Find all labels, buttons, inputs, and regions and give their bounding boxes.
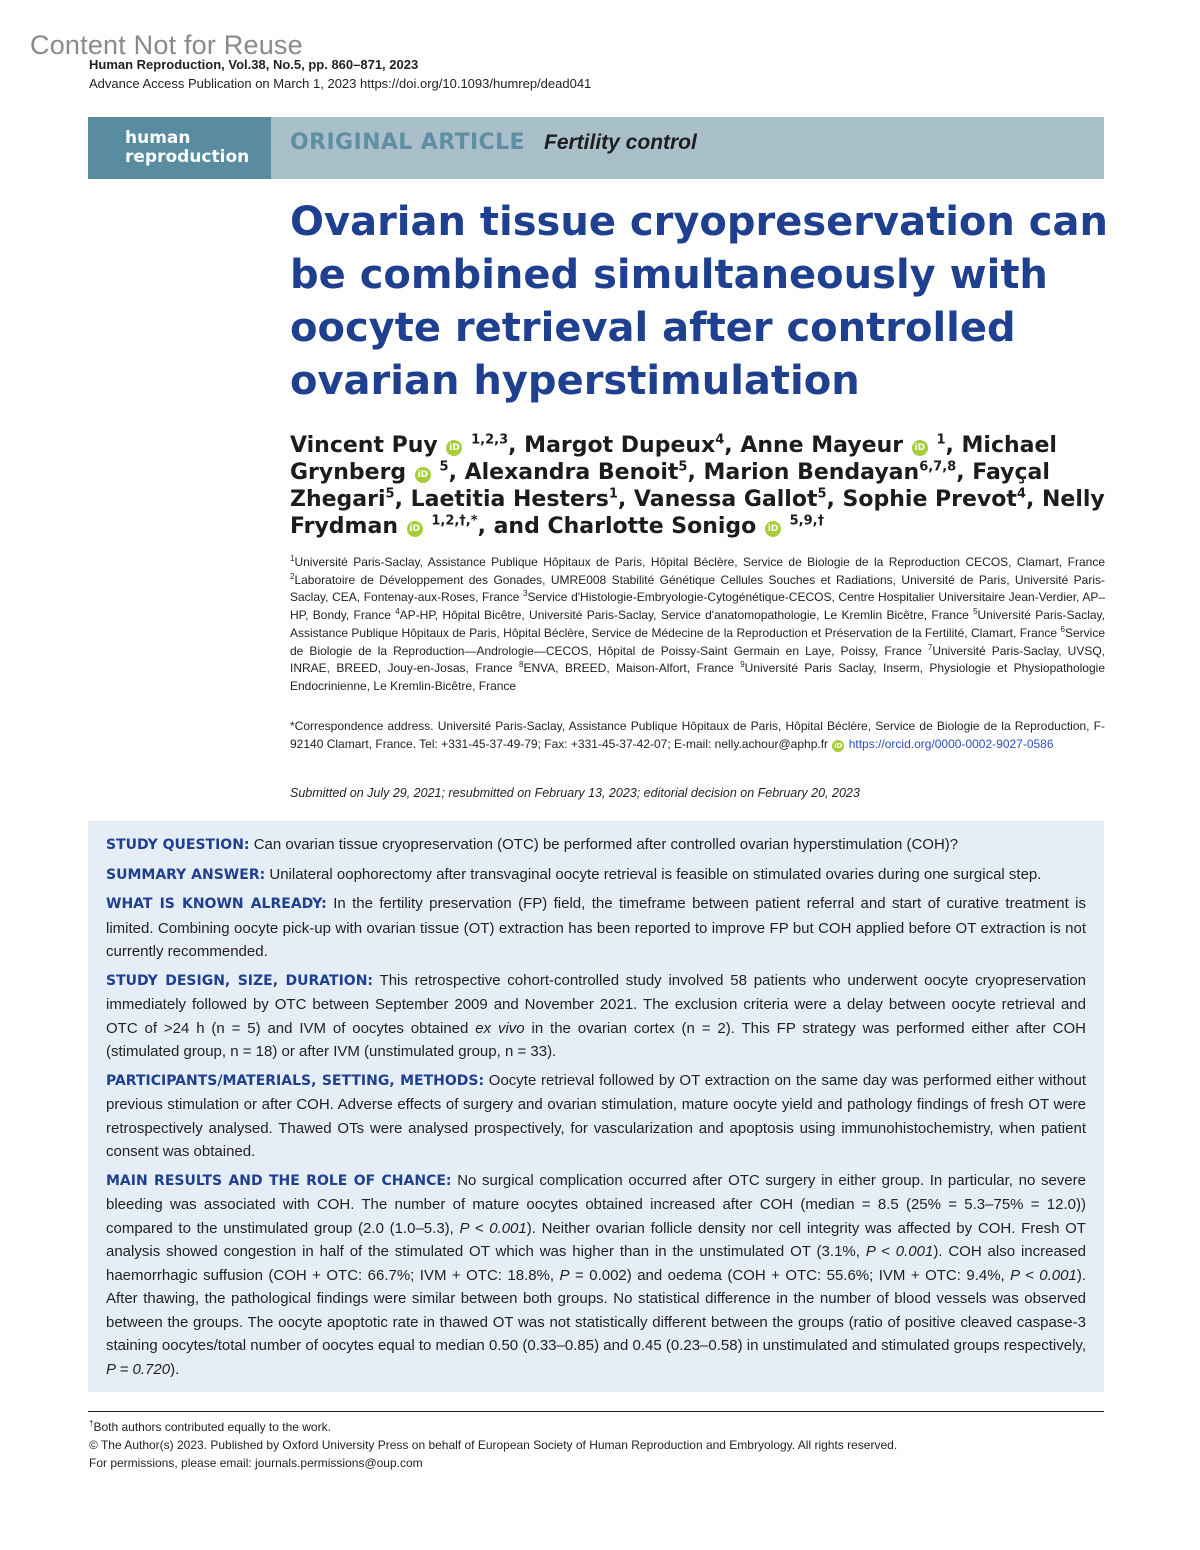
section-heading: WHAT IS KNOWN ALREADY: — [106, 896, 327, 912]
section-heading: MAIN RESULTS AND THE ROLE OF CHANCE: — [106, 1172, 452, 1189]
equal-contribution-note — [89, 1418, 897, 1436]
affiliation-number: 9 — [740, 660, 745, 670]
abstract-main-results — [106, 1169, 1086, 1382]
author-separator: , — [617, 487, 634, 512]
footnotes — [89, 1418, 897, 1472]
section-text: ). — [170, 1360, 180, 1378]
abstract-summary-answer — [106, 863, 1086, 888]
correspondence-address — [290, 718, 1105, 753]
article-banner — [88, 117, 1104, 179]
author-separator: , — [1025, 487, 1042, 512]
advance-access-line: Advance Access Publication on March 1, 2023 https://doi.org/10.1093/humrep/dead041 — [89, 76, 592, 91]
affiliation-text: Service de Biologie de la Reproduction—Andrologie—CECOS, Hôpital de Poissy-Saint Germain en Laye, Poissy, France — [290, 625, 1106, 658]
dagger-mark: † — [89, 1419, 94, 1428]
logo-line-2: reproduction — [125, 147, 250, 167]
author-name[interactable]: Fayçal Zhegari — [290, 460, 1050, 512]
correspondence-text: *Correspondence address. Université Paris-Saclay, Assistance Publique Hôpitaux de Paris, Hôpital Béclère, Service de Biologie de la Reproduction, F-92140 Clamart, France. Tel: +331-45-37-49-79; Fax: +331-45-37-42-07; E-mail: nelly.achour@aphp.fr — [290, 719, 1105, 751]
author-affiliation-marks: 5 — [439, 459, 449, 475]
abstract-what-is-known — [106, 892, 1086, 964]
orcid-icon[interactable]: iD — [415, 467, 431, 483]
abstract-study-question — [106, 833, 1086, 858]
author-affiliation-marks: 1 — [936, 432, 946, 448]
abstract-participants-methods — [106, 1069, 1086, 1164]
author-affiliation-marks: 4 — [715, 432, 725, 448]
orcid-icon[interactable]: iD — [765, 521, 781, 537]
section-text: = 0.002) and oedema (COH + OTC: 55.6%; IVM + OTC: 9.4%, — [575, 1266, 1005, 1284]
watermark: Content Not for Reuse — [30, 30, 303, 60]
author-name[interactable]: Margot Dupeux — [524, 433, 716, 458]
footnote-divider — [88, 1411, 1104, 1412]
author-name[interactable]: Vanessa Gallot — [633, 487, 818, 512]
section-heading: STUDY QUESTION: — [106, 837, 250, 853]
p-value: P < 0.001 — [865, 1243, 934, 1260]
p-value: P = 0.720 — [106, 1360, 171, 1378]
affiliations — [290, 554, 1105, 696]
author-affiliation-marks: 5,9,† — [789, 513, 825, 529]
author-separator: , — [956, 460, 973, 485]
affiliation-number: 3 — [523, 589, 528, 599]
author-name[interactable]: Marion Bendayan — [703, 460, 920, 485]
affiliation-number: 7 — [927, 642, 933, 652]
author-affiliation-marks: 6,7,8 — [919, 459, 957, 475]
section-text-italic: ex vivo — [475, 1019, 525, 1037]
affiliation-text: Université Paris-Saclay, UVSQ, INRAE, BREED, Jouy-en-Josas, France — [290, 643, 1106, 676]
submission-dates: Submitted on July 29, 2021; resubmitted on February 13, 2023; editorial decision on February 20, 2023 — [290, 786, 860, 800]
section-text: Unilateral oophorectomy after transvaginal oocyte retrieval is feasible on stimulated ovaries during one surgical step. — [269, 865, 1042, 883]
author-affiliation-marks: 5 — [678, 459, 688, 475]
author-affiliation-marks: 1 — [608, 486, 618, 502]
author-list — [290, 432, 1120, 540]
author-name[interactable]: Nelly Frydman — [290, 487, 1105, 539]
author-separator: , — [394, 487, 411, 512]
author-separator: , — [448, 460, 465, 485]
affiliation-number: 6 — [1060, 624, 1065, 634]
affiliation-text: Université Paris Saclay, Inserm, Physiologie et Physiopathologie Endocrinienne, Le Kremlin-Bicêtre, France — [290, 661, 1105, 693]
author-affiliation-marks: 1,2,3 — [471, 432, 509, 448]
abstract-study-design — [106, 969, 1086, 1064]
author-name[interactable]: Vincent Puy — [290, 433, 438, 458]
author-separator: , — [826, 487, 843, 512]
section-text: This retrospective cohort-controlled study involved 58 patients who underwent oocyte cryopreservation immediately followed by OTC between September 2009 and November 2021. The exclusion criteria were a delay between oocyte retrieval and OTC of >24 h (n = 5) and IVM of oocytes obtained — [106, 971, 1087, 1037]
affiliation-text: Service d'Histologie-Embryologie-Cytogénétique-CECOS, Centre Hospitalier Universitaire Jean-Verdier, AP–HP, Bondy, France — [290, 590, 1105, 623]
affiliation-number: 5 — [973, 607, 978, 617]
journal-citation: Human Reproduction, Vol.38, No.5, pp. 860–871, 2023 — [89, 57, 419, 72]
author-separator: , — [687, 460, 704, 485]
section-text: in the ovarian cortex (n = 2). This FP strategy was performed either after COH (stimulated group, n = 18) or after IVM (unstimulated group, n = 33). — [106, 1019, 1087, 1060]
affiliation-text: ENVA, BREED, Maison-Alfort, France — [523, 661, 734, 676]
author-name[interactable]: Charlotte Sonigo — [547, 514, 757, 539]
logo-line-1: human — [125, 128, 191, 148]
orcid-icon[interactable]: iD — [446, 440, 462, 456]
section-text: No surgical complication occurred after OTC surgery in either group. In particular, no severe bleeding was associated with COH. The number of mature oocytes obtained increased after COH (median = 8.5 (25% = 5.3–75% = 12.0)) compared to the unstimulated group (2.0 (1.0–5.3), — [106, 1171, 1086, 1237]
orcid-link[interactable]: https://orcid.org/0000-0002-9027-0586 — [848, 736, 1054, 751]
affiliation-number: 2 — [290, 571, 295, 581]
section-text: ). Neither ovarian follicle density nor cell integrity was affected by COH. Fresh OT analysis showed congestion in half of the stimulated OT which was higher than in the unstimulated OT (3.1%, — [106, 1219, 1086, 1260]
article-title: Ovarian tissue cryopreservation can be combined simultaneously with oocyte retrieval after controlled ovarian hyperstimulation — [290, 199, 1108, 404]
section-text: In the fertility preservation (FP) field, the timeframe between patient referral and start of curative treatment is limited. Combining oocyte pick-up with ovarian tissue (OT) extraction has been reported to improve FP but COH applied before OT extraction is not currently recommended. — [106, 895, 1087, 960]
section-heading: STUDY DESIGN, SIZE, DURATION: — [106, 972, 374, 989]
author-separator: , — [945, 433, 962, 458]
section-heading: PARTICIPANTS/MATERIALS, SETTING, METHODS: — [106, 1072, 485, 1089]
journal-logo — [88, 117, 271, 179]
article-subject: Fertility control — [544, 131, 697, 154]
affiliation-number: 4 — [395, 607, 400, 617]
orcid-icon[interactable]: iD — [407, 521, 423, 537]
affiliation-text: AP-HP, Hôpital Bicêtre, Université Paris-Saclay, Service d'anatomopathologie, Le Kremlin Bicêtre, France — [399, 608, 969, 623]
author-separator: , — [508, 433, 525, 458]
affiliation-number: 8 — [519, 660, 524, 670]
p-value: P < 0.001 — [459, 1219, 527, 1237]
affiliation-text: Laboratoire de Développement des Gonades, UMRE008 Stabilité Génétique Cellules Souches et Radiations, Université de Paris, Université Paris-Saclay, CEA, Fontenay-aux-Roses, France — [290, 572, 1105, 605]
author-name[interactable]: Sophie Prevot — [842, 487, 1017, 512]
affiliation-number: 1 — [290, 554, 295, 563]
section-text: Can ovarian tissue cryopreservation (OTC) be performed after controlled ovarian hyperstimulation (COH)? — [253, 836, 959, 853]
article-type: ORIGINAL ARTICLE — [290, 130, 525, 155]
p-value: P — [559, 1266, 570, 1284]
orcid-icon[interactable]: iD — [912, 440, 928, 456]
affiliation-text: Université Paris-Saclay, Assistance Publique Hôpitaux de Paris, Hôpital Béclère, Service de Biologie de la Reproduction CECOS, Clamart, France — [294, 555, 1105, 569]
permissions-note: For permissions, please email: journals.permissions@oup.com — [89, 1456, 423, 1470]
section-text: ). After thawing, the pathological findings were similar between both groups. No statistical difference in the number of blood vessels was observed between the groups. The oocyte apoptotic rate in thawed OT was not statistically different between the groups (ratio of positive cleaved caspase-3 staining oocytes/total number of oocytes equal to median 0.50 (0.33–0.85) and 0.45 (0.23–0.58) in unstimulated and stimulated groups respectively, — [106, 1266, 1086, 1354]
section-text: Oocyte retrieval followed by OT extraction on the same day was performed either without previous stimulation or after COH. Adverse effects of surgery and ovarian stimulation, mature oocyte yield and pathology findings of fresh OT were retrospectively analysed. Thawed OTs were analysed prospectively, for vascularization and apoptosis using immunohistochemistry, when patient consent was obtained. — [106, 1071, 1086, 1160]
author-name[interactable]: Anne Mayeur — [740, 433, 904, 458]
note-text: Both authors contributed equally to the work. — [93, 1420, 331, 1434]
author-affiliation-marks: 5 — [817, 486, 827, 502]
structured-abstract — [88, 821, 1104, 1392]
author-separator: , and — [477, 514, 548, 539]
author-affiliation-marks: 4 — [1016, 486, 1026, 502]
author-affiliation-marks: 5 — [385, 486, 395, 502]
orcid-icon[interactable]: iD — [834, 741, 843, 750]
author-name[interactable]: Laetitia Hesters — [410, 487, 609, 512]
author-name[interactable]: Alexandra Benoit — [464, 460, 679, 485]
author-separator: , — [724, 433, 741, 458]
section-text: ). COH also increased haemorrhagic suffusion (COH + OTC: 66.7%; IVM + OTC: 18.8%, — [106, 1243, 1086, 1284]
author-affiliation-marks: 1,2,†,* — [431, 513, 478, 529]
author-name[interactable]: Michael Grynberg — [290, 433, 1057, 485]
copyright-note: © The Author(s) 2023. Published by Oxford University Press on behalf of European Society of Human Reproduction and Embryology. All rights reserved. — [89, 1438, 898, 1452]
affiliation-text: Université Paris-Saclay, Assistance Publique Hôpitaux de Paris, Hôpital Béclère, Service de Médecine de la Reproduction et Préservation de la Fertilité, Clamart, France — [290, 608, 1105, 640]
section-heading: SUMMARY ANSWER: — [106, 866, 266, 883]
p-value: P < 0.001 — [1010, 1266, 1077, 1284]
